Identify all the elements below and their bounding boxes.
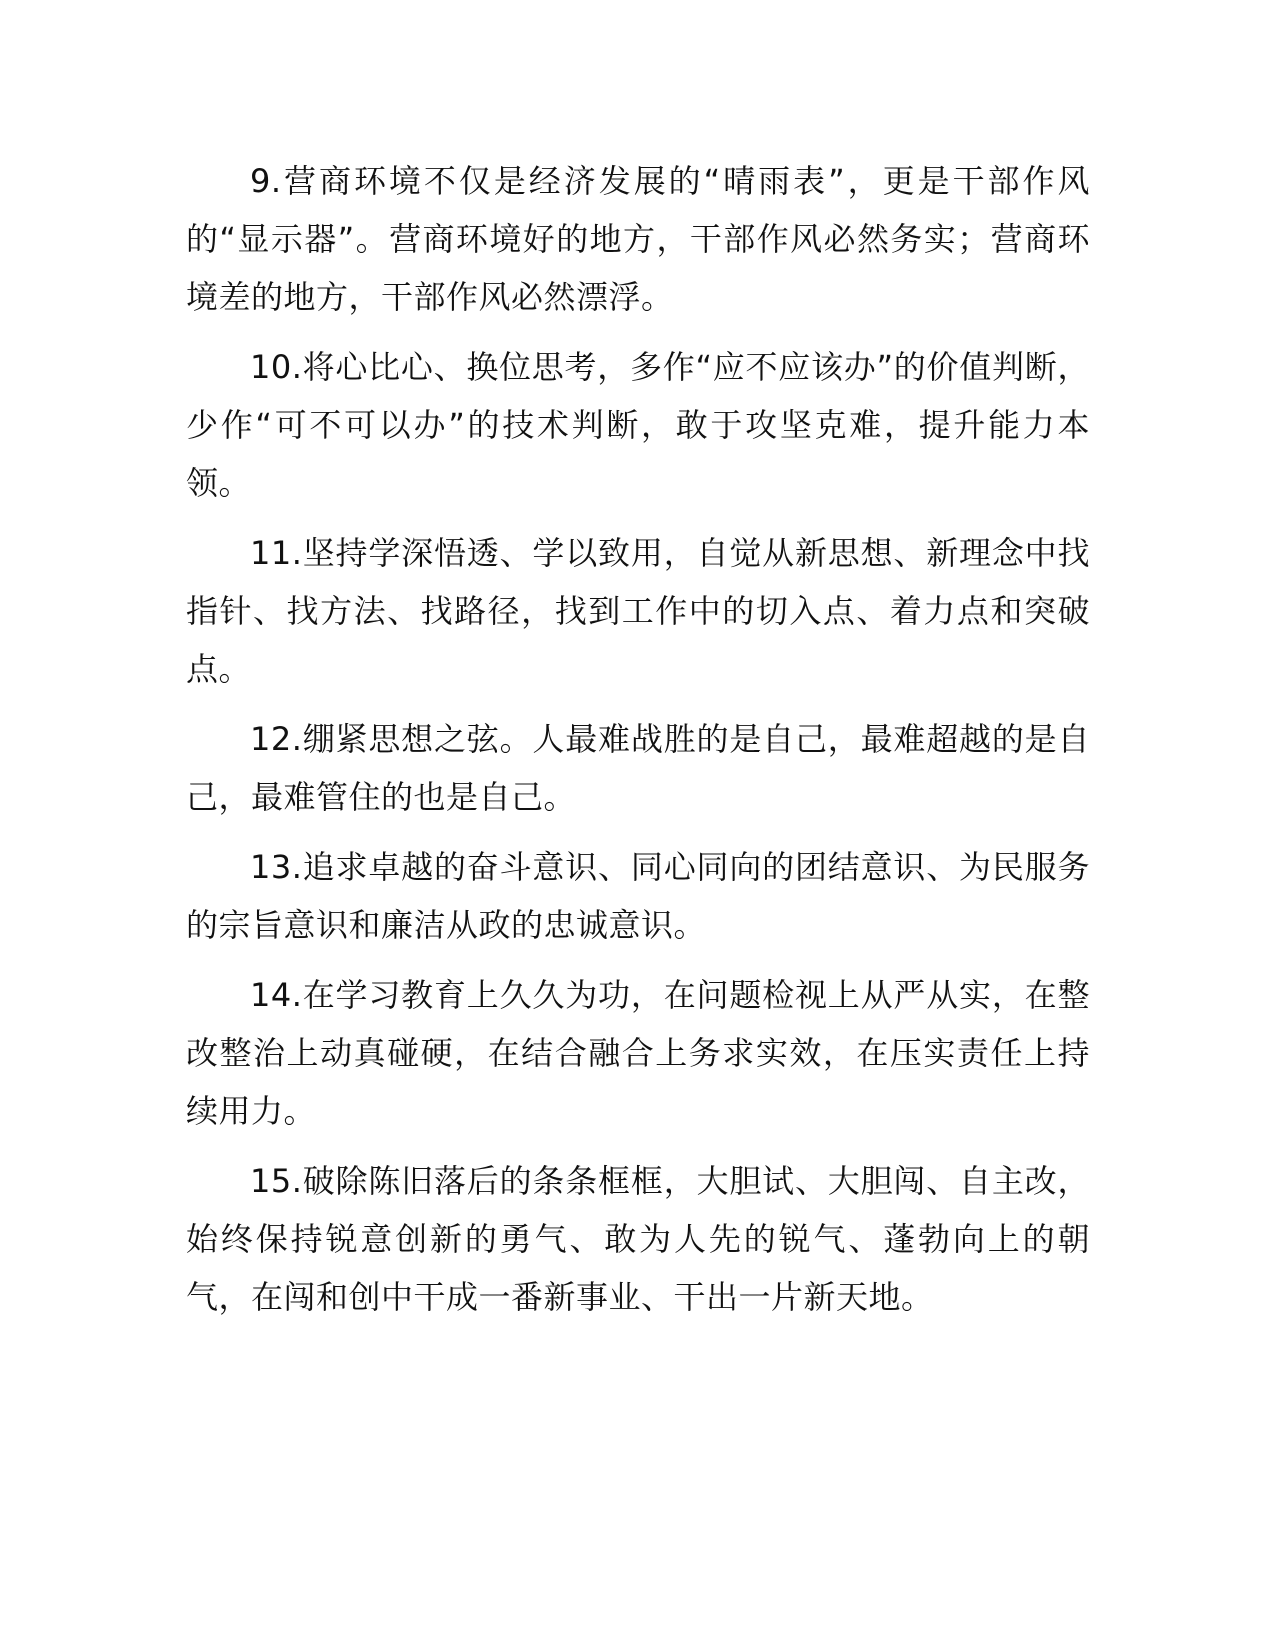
paragraph-text: 追求卓越的奋斗意识、同心同向的团结意识、为民服务的宗旨意识和廉洁从政的忠诚意识。: [186, 848, 1090, 944]
paragraph-9: [186, 152, 1090, 326]
paragraph-text: 坚持学深悟透、学以致用，自觉从新思想、新理念中找指针、找方法、找路径，找到工作中的切入点、着力点和突破点。: [186, 534, 1090, 688]
paragraph-number: 14.: [250, 976, 303, 1014]
paragraph-text: 将心比心、换位思考，多作“应不应该办”的价值判断，少作“可不可以办”的技术判断，敢于攻坚克难，提升能力本领。: [186, 348, 1090, 502]
document-body: [186, 152, 1090, 1338]
paragraph-number: 13.: [250, 848, 303, 886]
paragraph-13: [186, 838, 1090, 954]
paragraph-number: 12.: [250, 720, 303, 758]
paragraph-10: [186, 338, 1090, 512]
paragraph-number: 9.: [250, 162, 282, 200]
paragraph-14: [186, 966, 1090, 1140]
paragraph-11: [186, 524, 1090, 698]
paragraph-text: 绷紧思想之弦。人最难战胜的是自己，最难超越的是自己，最难管住的也是自己。: [186, 720, 1090, 816]
paragraph-text: 破除陈旧落后的条条框框，大胆试、大胆闯、自主改，始终保持锐意创新的勇气、敢为人先的锐气、蓬勃向上的朝气，在闯和创中干成一番新事业、干出一片新天地。: [186, 1162, 1090, 1316]
paragraph-number: 10.: [250, 348, 303, 386]
paragraph-number: 15.: [250, 1162, 303, 1200]
paragraph-12: [186, 710, 1090, 826]
paragraph-15: [186, 1152, 1090, 1326]
paragraph-number: 11.: [250, 534, 303, 572]
paragraph-text: 在学习教育上久久为功，在问题检视上从严从实，在整改整治上动真碰硬，在结合融合上务求实效，在压实责任上持续用力。: [186, 976, 1090, 1130]
paragraph-text: 营商环境不仅是经济发展的“晴雨表”，更是干部作风的“显示器”。营商环境好的地方，干部作风必然务实；营商环境差的地方，干部作风必然漂浮。: [186, 162, 1090, 316]
